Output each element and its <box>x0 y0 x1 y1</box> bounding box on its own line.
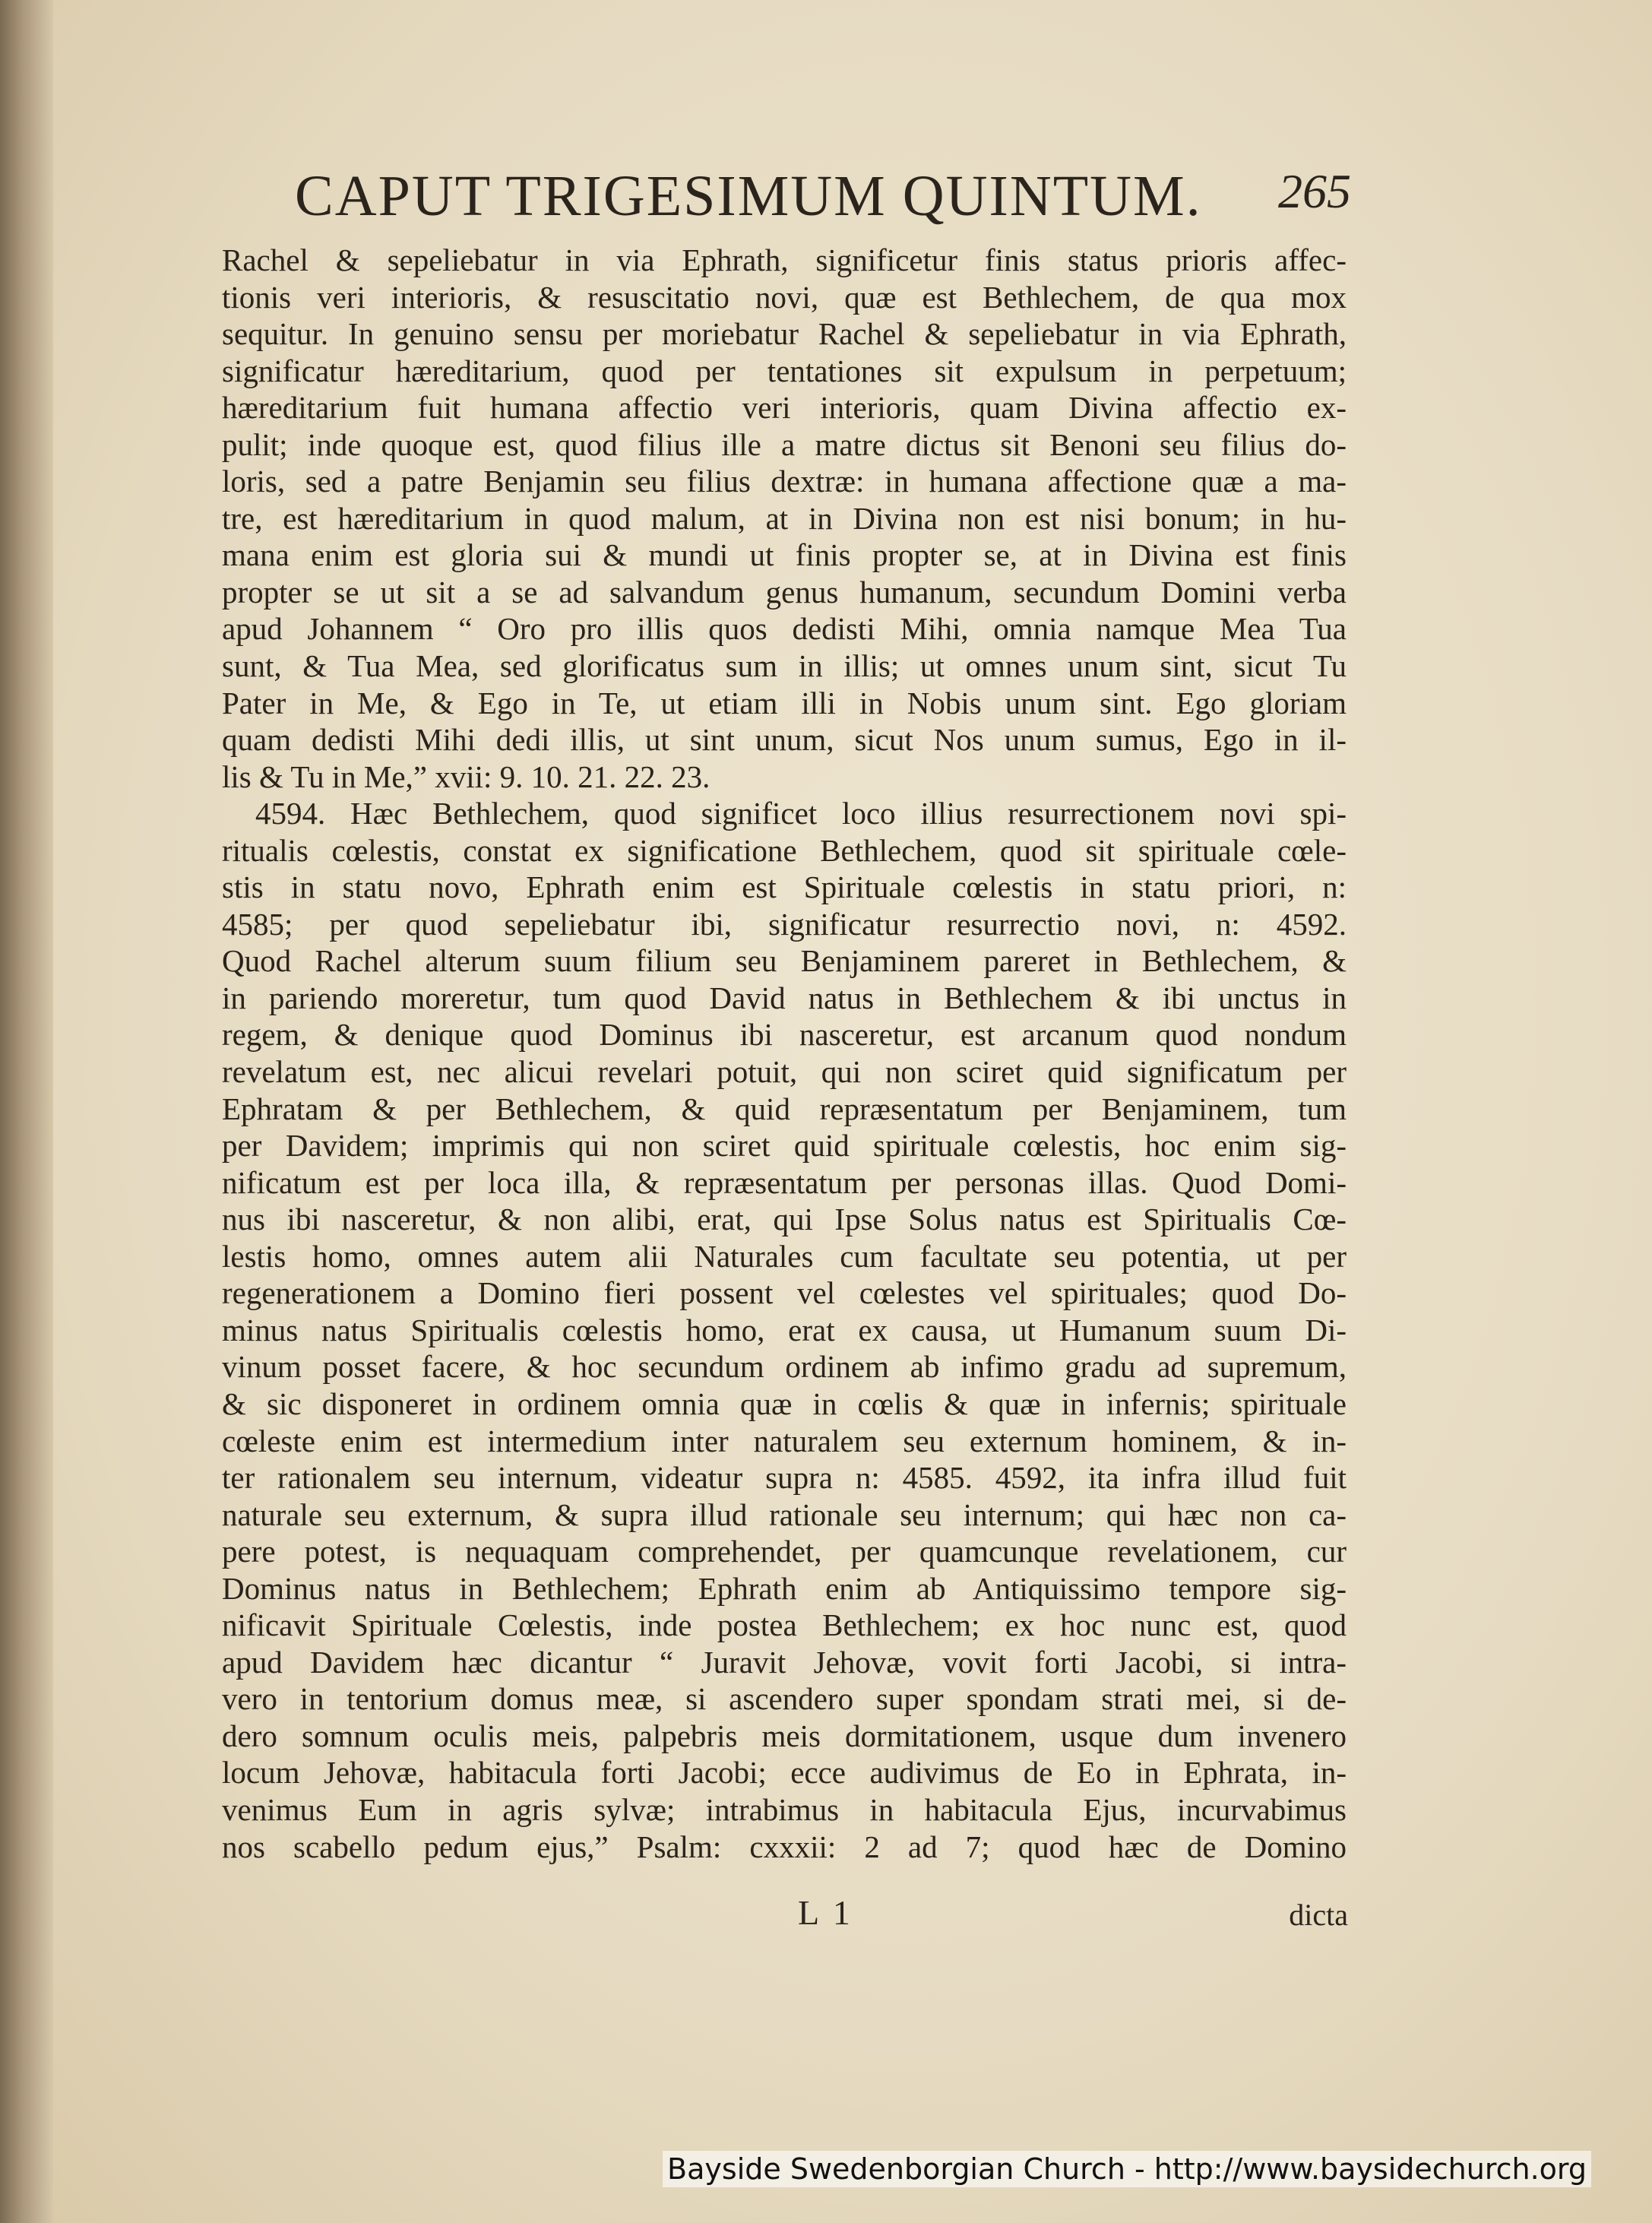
catchword: dicta <box>1289 1898 1348 1932</box>
text-line: revelatum est, nec alicui revelari potuit, qui non sciret quid significatum per <box>222 1054 1347 1090</box>
page-gutter-shadow <box>0 0 53 2223</box>
text-line: nus ibi nasceretur, & non alibi, erat, qui Ipse Solus natus est Spiritualis Cœ- <box>222 1202 1347 1237</box>
text-line: Pater in Me, & Ego in Te, ut etiam illi in Nobis unum sint. Ego gloriam <box>222 685 1347 720</box>
text-line: in pariendo moreretur, tum quod David natus in Bethlechem & ibi unctus in <box>222 980 1347 1015</box>
text-line: lis & Tu in Me,” xvii: 9. 10. 21. 22. 23. <box>222 758 710 794</box>
text-line: venimus Eum in agris sylvæ; intrabimus in habitacula Ejus, incurvabimus <box>222 1791 1347 1827</box>
text-line: pulit; inde quoque est, quod filius ille a matre dictus sit Benoni seu filius do- <box>222 426 1347 462</box>
text-line: Ephratam & per Bethlechem, & quid repræsentatum per Benjaminem, tum <box>222 1091 1347 1126</box>
text-line: minus natus Spiritualis cœlestis homo, erat ex causa, ut Humanum suum Di- <box>222 1312 1347 1347</box>
text-line: pere potest, is nequaquam comprehendet, per quamcunque revelationem, cur <box>222 1534 1347 1569</box>
text-line: vinum posset facere, & hoc secundum ordinem ab infimo gradu ad supremum, <box>222 1349 1347 1385</box>
text-line: dero somnum oculis meis, palpebris meis dormitationem, usque dum invenero <box>222 1718 1347 1753</box>
text-line: vero in tentorium domus meæ, si ascendero super spondam strati mei, si de- <box>222 1681 1347 1717</box>
text-line: significatur hæreditarium, quod per tentationes sit expulsum in perpetuum; <box>222 353 1347 388</box>
text-line: nificavit Spirituale Cœlestis, inde postea Bethlechem; ex hoc nunc est, quod <box>222 1607 1347 1643</box>
text-line: mana enim est gloria sui & mundi ut finis propter se, at in Divina est finis <box>222 537 1347 573</box>
text-line: apud Davidem hæc dicantur “ Juravit Jehovæ, vovit forti Jacobi, si intra- <box>222 1644 1347 1680</box>
text-line: apud Johannem “ Oro pro illis quos dedisti Mihi, omnia namque Mea Tua <box>222 611 1347 647</box>
page-header <box>295 163 1351 236</box>
text-line: nificatum est per loca illa, & repræsentatum per personas illas. Quod Domi- <box>222 1164 1347 1200</box>
text-line: stis in statu novo, Ephrath enim est Spirituale cœlestis in statu priori, n: <box>222 869 1347 905</box>
text-line: ritualis cœlestis, constat ex significatione Bethlechem, quod sit spirituale cœle- <box>222 832 1347 868</box>
text-line: Rachel & sepeliebatur in via Ephrath, significetur finis status prioris affec- <box>222 242 1347 277</box>
text-line: loris, sed a patre Benjamin seu filius dextræ: in humana affectione quæ a ma- <box>222 464 1347 499</box>
text-line: regem, & denique quod Dominus ibi nasceretur, est arcanum quod nondum <box>222 1017 1347 1053</box>
page-number: 265 <box>1278 164 1351 218</box>
text-line: Dominus natus in Bethlechem; Ephrath enim ab Antiquissimo tempore sig- <box>222 1570 1347 1606</box>
paragraph-start-4594: 4594. Hæc Bethlechem, quod significet loco illius resurrectionem novi spi- <box>255 796 1347 831</box>
text-line: lestis homo, omnes autem alii Naturales cum facultate seu potentia, ut per <box>222 1238 1347 1274</box>
text-line: Quod Rachel alterum suum filium seu Benjaminem pareret in Bethlechem, & <box>222 943 1347 979</box>
text-line: 4585; per quod sepeliebatur ibi, significatur resurrectio novi, n: 4592. <box>222 906 1347 942</box>
text-line: naturale seu externum, & supra illud rationale seu internum; qui hæc non ca- <box>222 1496 1347 1532</box>
text-line: nos scabello pedum ejus,” Psalm: cxxxii: 2 ad 7; quod hæc de Domino <box>222 1829 1347 1864</box>
text-line: per Davidem; imprimis qui non sciret quid spirituale cœlestis, hoc enim sig- <box>222 1128 1347 1164</box>
text-line: regenerationem a Domino fieri possent vel cœlestes vel spirituales; quod Do- <box>222 1275 1347 1311</box>
text-line: & sic disponeret in ordinem omnia quæ in cœlis & quæ in infernis; spirituale <box>222 1385 1347 1421</box>
running-title: CAPUT TRIGESIMUM QUINTUM. <box>295 164 1202 228</box>
signature-mark: L 1 <box>798 1893 853 1932</box>
text-line: locum Jehovæ, habitacula forti Jacobi; ecce audivimus de Eo in Ephrata, in- <box>222 1755 1347 1791</box>
text-line: sunt, & Tua Mea, sed glorificatus sum in illis; ut omnes unum sint, sicut Tu <box>222 648 1347 684</box>
text-line: ter rationalem seu internum, videatur supra n: 4585. 4592, ita infra illud fuit <box>222 1460 1347 1496</box>
text-line: propter se ut sit a se ad salvandum genus humanum, secundum Domini verba <box>222 574 1347 610</box>
text-line: hæreditarium fuit humana affectio veri interioris, quam Divina affectio ex- <box>222 390 1347 426</box>
text-line: tionis veri interioris, & resuscitatio novi, quæ est Bethlechem, de qua mox <box>222 279 1347 315</box>
source-watermark: Bayside Swedenborgian Church - http://www.baysidechurch.org <box>663 2151 1591 2187</box>
text-line: cœleste enim est intermedium inter naturalem seu externum hominem, & in- <box>222 1423 1347 1458</box>
text-line: tre, est hæreditarium in quod malum, at in Divina non est nisi bonum; in hu- <box>222 500 1347 536</box>
text-line: sequitur. In genuino sensu per moriebatur Rachel & sepeliebatur in via Ephrath, <box>222 316 1347 352</box>
text-line: quam dedisti Mihi dedi illis, ut sint unum, sicut Nos unum sumus, Ego in il- <box>222 722 1347 758</box>
body-text <box>222 242 1347 1865</box>
